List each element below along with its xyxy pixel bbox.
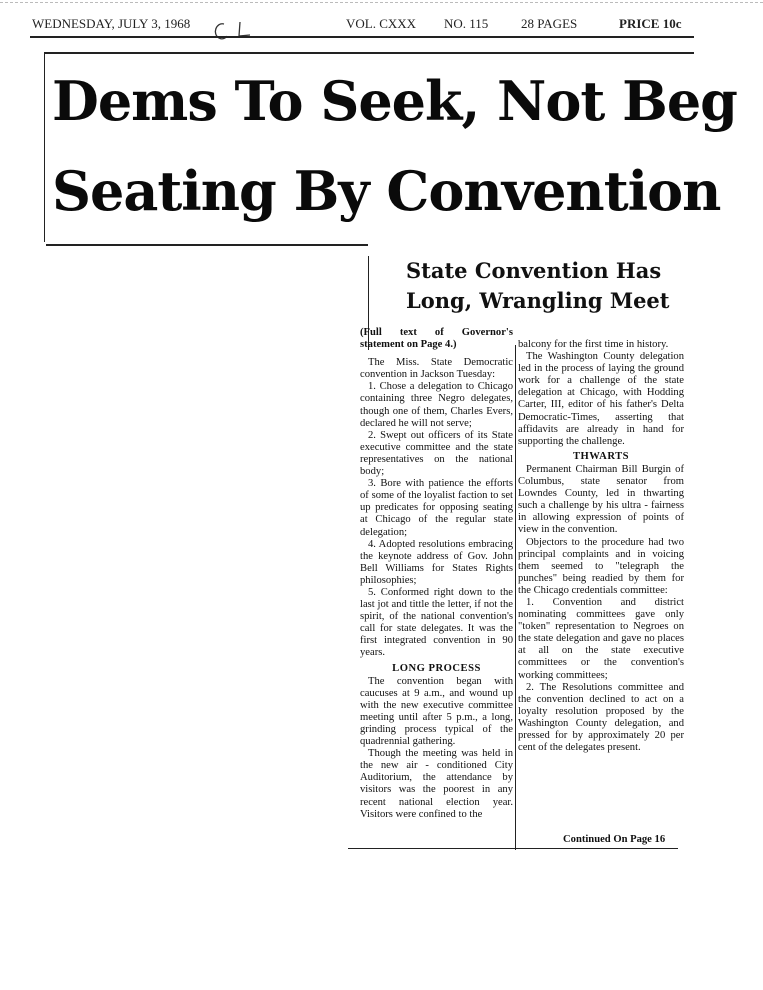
column-divider: [515, 345, 516, 850]
article-column-1: [360, 327, 513, 821]
masthead-price: PRICE 10c: [619, 16, 682, 31]
subhead-line-2: Long, Wrangling Meet: [406, 288, 670, 313]
masthead-number: NO. 115: [444, 16, 489, 31]
col1-paragraph: 4. Adopted resolutions embracing the keynote address of Gov. John Bell Williams for States Rights philosophies;: [360, 538, 513, 586]
article-bottom-rule: [348, 848, 678, 849]
col2-paragraph: Permanent Chairman Bill Burgin of Columbus, state senator from Lowndes County, led in thwarting such a challenge by his ultra - fairness in allowing expression of points of view in the convention.: [518, 463, 684, 536]
headline-top-rule: [44, 52, 694, 54]
subhead-line-1: State Convention Has: [406, 258, 662, 283]
subhead-thwarts: THWARTS: [572, 450, 630, 462]
col1-paragraph: The Miss. State Democratic convention in Jackson Tuesday:: [360, 357, 513, 381]
col1-paragraph: 1. Chose a delegation to Chicago containing three Negro delegates, though one of them, Charles Evers, declared he will not serve;: [360, 381, 513, 429]
col1-paragraph: Though the meeting was held in the new air - conditioned City Auditorium, the attendance by visitors was the poorest in any recent national election year. Visitors were confined to the: [360, 748, 513, 820]
headline-line-2: Seating By Convention: [52, 159, 721, 223]
headline-line-1: Dems To Seek, Not Beg: [52, 69, 737, 133]
handwritten-initials-mark: [210, 18, 260, 42]
col1-paragraph: 3. Bore with patience the efforts of some of the loyalist faction to set up predicates for opposing seating at Chicago of the regular state delegation;: [360, 478, 513, 538]
masthead-rule: [30, 36, 694, 38]
col1-paragraph: The convention began with caucuses at 9 a.m., and wound up with the new executive committee meeting until after 5 p.m., a long, grinding process typical of the quadrennial gathering.: [360, 675, 513, 748]
masthead-volume: VOL. CXXX: [346, 16, 417, 31]
full-text-note: (Full text of Governor's statement on Page 4.): [360, 327, 513, 351]
headline-bottom-rule: [46, 244, 368, 246]
col1-paragraph: 5. Conformed right down to the last jot and tittle the letter, if not the spirit, of the national convention's call for state delegates. It was the first integrated convention in 90 years.: [360, 586, 513, 659]
headline-left-rule: [44, 52, 45, 242]
article-column-2: [518, 339, 684, 754]
col2-paragraph: 2. The Resolutions committee and the convention declined to act on a loyalty resolution proposed by the Washington County delegation, and pressed for by approximately 20 per cent of the delegates present.: [518, 681, 684, 754]
page-top-dotted-edge: [0, 2, 763, 3]
continued-on-page: Continued On Page 16: [563, 834, 666, 845]
col2-paragraph: balcony for the first time in history.: [518, 339, 669, 350]
masthead: [32, 12, 692, 36]
col2-paragraph: Objectors to the procedure had two principal complaints and in voicing them seemed to "telegraph the punches" being readied by them for the Chicago credentials committee:: [518, 536, 684, 596]
col2-paragraph: 1. Convention and district nominating committees gave only "token" representation to Negroes on the state delegation and gave no places at all on the state executive committees or the convention's working committees;: [518, 596, 684, 681]
masthead-date: WEDNESDAY, JULY 3, 1968: [32, 16, 191, 31]
col1-paragraph: 2. Swept out officers of its State executive committee and the state representatives on the national body;: [360, 429, 513, 478]
subhead-long-process: LONG PROCESS: [392, 662, 481, 674]
masthead-pages: 28 PAGES: [521, 16, 578, 31]
col2-paragraph: The Washington County delegation led in the process of laying the ground work for a challenge of the state delegation at Chicago, with Hodding Carter, III, editor of his father's Delta Democratic-Times, asserting that affidavits are already in hand for supporting the challenge.: [518, 351, 684, 447]
